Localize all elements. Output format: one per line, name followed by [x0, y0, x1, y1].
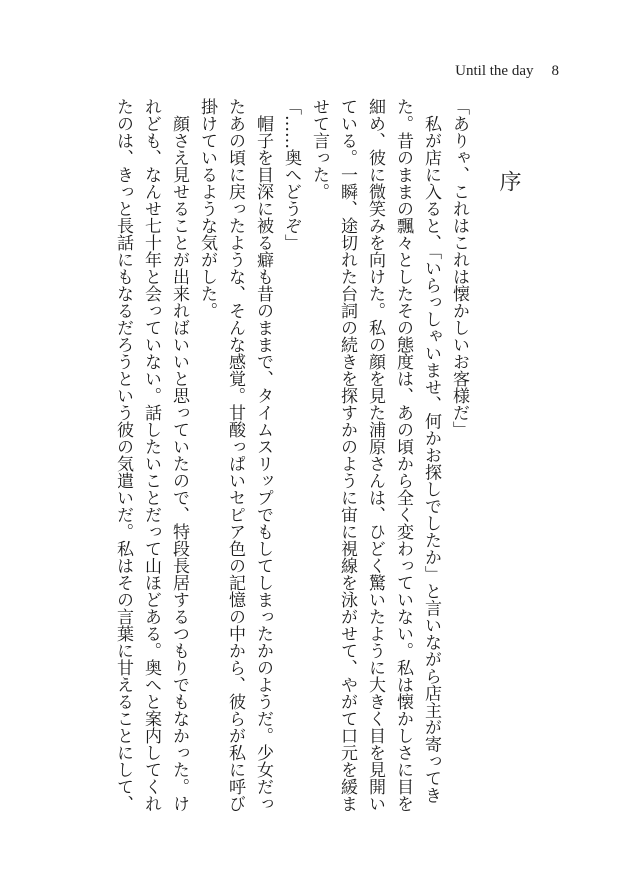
- paragraph: 私が店に入ると、「いらっしゃいませ、何かお探しでしたか」と言いながら店主が寄ってきた。昔のままの飄々としたその態度は、あの頃から全く変わっていない。私は懐かしさに目を細め、彼に微笑みを向けた。私の顔を見た浦原さんは、ひどく驚いたように大きく目を見開いている。一瞬、途切れた台詞の続きを探すかのように宙に視線を泳がせて、やがて口元を緩ませて言った。: [309, 98, 441, 812]
- page-number: 8: [551, 63, 559, 79]
- running-header: [455, 63, 559, 80]
- book-title: Until the day: [455, 63, 534, 79]
- paragraph: 帽子を目深に被る癖も昔のままで、タイムスリップでもしてしまったかのようだ。少女だったあの頃に戻ったような、そんな感覚。甘酸っぱいセピア色の記憶の中から、彼らが私に呼び掛けているような気がした。: [197, 98, 273, 812]
- paragraph: 「ありゃ、これはこれは懐かしいお客様だ」: [449, 98, 469, 438]
- paragraph: 顔さえ見せることが出来ればいいと思っていたので、特段長居するつもりでもなかった。けれども、なんせ七十年と会っていない。話したいことだって山ほどある。奥へと案内してくれたのは、きっと長話にもなるだろうという彼の気遣いだ。私はその言葉に甘えることにして、: [113, 98, 189, 812]
- body-text: [109, 98, 473, 818]
- paragraph: 「……奥へどうぞ」: [281, 98, 301, 251]
- chapter-title: 序: [496, 170, 521, 192]
